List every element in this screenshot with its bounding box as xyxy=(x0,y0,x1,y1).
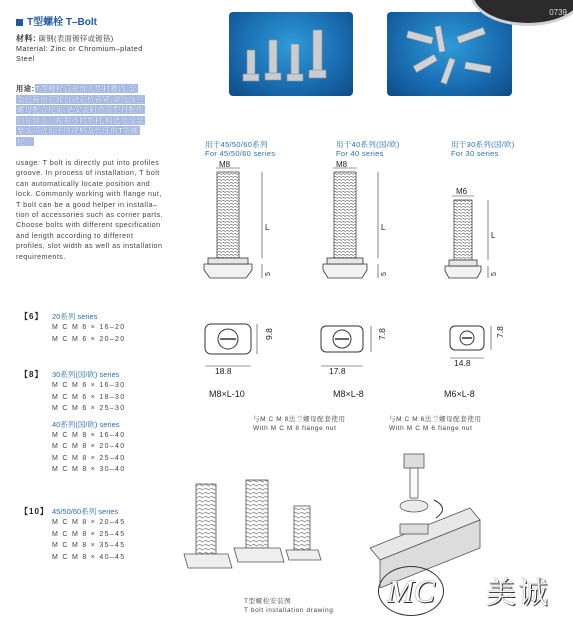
usage-en-block: usage: T bolt is directly put into profiles groove. In process of installation, T bolt can automatically locate position and lock. Commonly working with flange nut, T bolt can be a good helper in installa– tion of accessories such as corner parts. Choose bolts with different specification and length according to different profiles, slot width as well as installation requirements. xyxy=(16,158,164,261)
col3-header: 用于30系列(国/欧) For 30 series xyxy=(451,140,515,158)
title-square-icon xyxy=(16,19,23,26)
svg-text:M8: M8 xyxy=(336,160,348,169)
svg-text:M6: M6 xyxy=(456,187,468,196)
bolt-top-drawings xyxy=(195,318,525,378)
svg-text:L: L xyxy=(265,223,270,232)
scattered-bolts-image xyxy=(387,12,512,96)
installation-drawing xyxy=(360,448,490,588)
material-block: 材料: 碳钢(表面镀锌或镀铬) Material: Zinc or Chromium–plated Steel xyxy=(16,34,143,63)
col1-header: 用于45/50/60系列 For 45/50/60 series xyxy=(205,140,276,158)
product-photo-scattered-bolts xyxy=(387,12,512,96)
corner-page-badge: 0739 xyxy=(470,0,573,26)
svg-text:M8: M8 xyxy=(219,160,231,169)
upright-bolts-image xyxy=(229,12,353,96)
nut-note-m6: 与M C M 6法兰螺母配套使用 With M C M 6 flange nut xyxy=(389,416,482,432)
brand-name-cn: 美诚 xyxy=(486,577,550,610)
svg-text:L: L xyxy=(491,231,496,240)
bolts-3d-drawing xyxy=(180,472,330,592)
svg-text:17.8: 17.8 xyxy=(329,366,346,376)
svg-text:5: 5 xyxy=(491,272,498,276)
svg-text:5: 5 xyxy=(381,272,388,276)
page-title: T型螺栓 T–Bolt xyxy=(16,13,97,28)
top-view-3 xyxy=(450,326,505,368)
svg-text:7.8: 7.8 xyxy=(495,326,505,338)
svg-text:18.8: 18.8 xyxy=(215,366,232,376)
caption-col2: M8×L-8 xyxy=(333,389,364,399)
bolt-3-drawing xyxy=(445,187,498,278)
top-view-2 xyxy=(321,326,387,376)
bolt-2-drawing xyxy=(323,160,388,278)
bolt-side-drawings xyxy=(190,158,560,298)
svg-text:14.8: 14.8 xyxy=(454,358,471,368)
svg-text:5: 5 xyxy=(265,272,272,276)
product-photo-upright-bolts xyxy=(229,12,353,96)
bolt-1-drawing xyxy=(204,160,272,278)
svg-text:7.8: 7.8 xyxy=(377,328,387,340)
top-view-1 xyxy=(205,324,274,376)
svg-text:L: L xyxy=(381,223,386,232)
caption-col1: M8×L-10 xyxy=(209,389,245,399)
col2-header: 用于40系列(国/欧) For 40 series xyxy=(336,140,400,158)
nut-note-m8: 与M C M 8法兰螺母配套使用 With M C M 8 flange nut xyxy=(253,416,346,432)
svg-text:9.8: 9.8 xyxy=(264,328,274,340)
usage-cn-block: 用途:T型螺栓直接放入型材槽内,安 装过程中它能自动定位锁紧,常与法兰 螺母配合使用,是安装附件等型材配件 的好帮手。根据不同型材,精选及安装 要求可选用不同规格及长度的T型螺 栓。 xyxy=(16,84,145,146)
brand-logo: MC xyxy=(378,566,444,616)
caption-col3: M6×L-8 xyxy=(444,389,475,399)
install-caption: T型螺栓安装图 T bolt installation drawing xyxy=(244,598,334,614)
